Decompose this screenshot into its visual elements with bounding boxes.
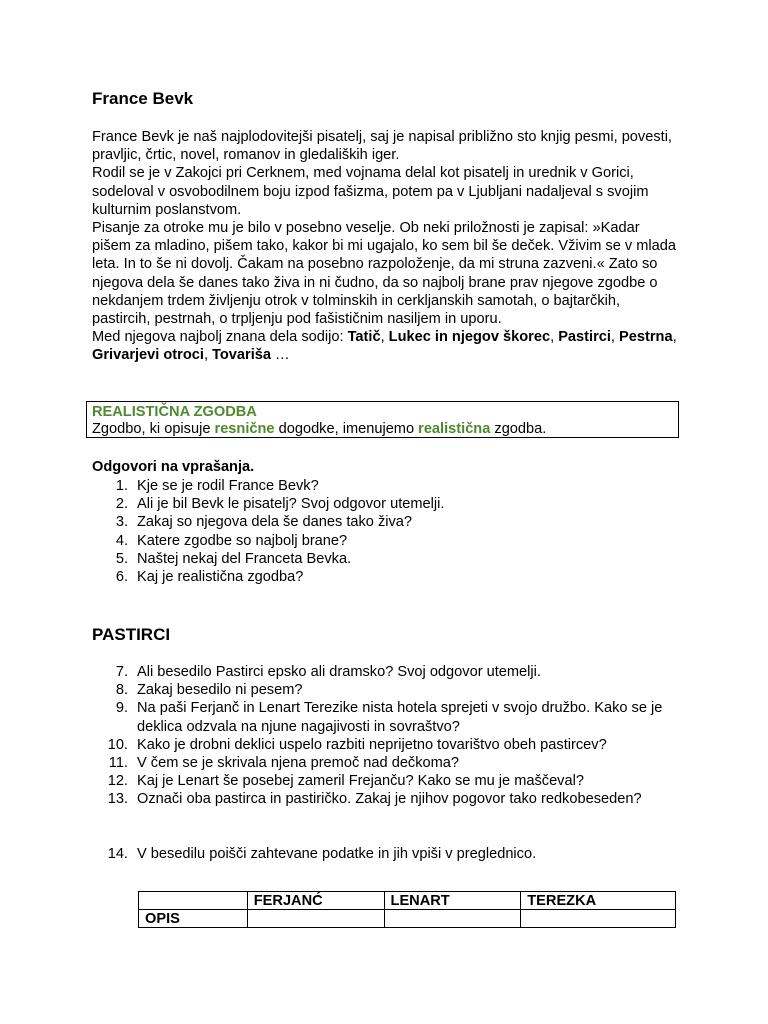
question-text: Ali besedilo Pastirci epsko ali dramsko? Svoj odgovor utemelji. — [137, 664, 541, 680]
definition-text — [92, 421, 673, 438]
table-cell-empty[interactable] — [384, 910, 521, 928]
section-title: PASTIRCI — [92, 625, 171, 644]
question-number: 1. — [115, 478, 128, 494]
question-item — [92, 495, 682, 513]
question-number: 9. — [115, 700, 128, 717]
intro-text — [92, 128, 682, 365]
question-item — [92, 663, 682, 681]
question-number: 4. — [115, 532, 128, 549]
question-text: Kje se je rodil France Bevk? — [137, 478, 319, 494]
work-title: Tovariša — [212, 347, 271, 364]
questions-heading: Odgovori na vprašanja. — [92, 459, 255, 475]
question-item — [92, 477, 682, 495]
paragraph-1: France Bevk je naš najplodovitejši pisatelj, saj je napisal približno sto knjig pesmi, povesti, pravljic, črtic, novel, romanov in gledaliških iger. — [92, 129, 672, 164]
question-text: Naštej nekaj del Franceta Bevka. — [137, 550, 352, 567]
question-text: Kaj je realistična zgodba? — [137, 569, 304, 586]
question-number: 11. — [108, 755, 128, 772]
table-header-cell: FERJANĆ — [247, 892, 384, 910]
question-item — [92, 790, 682, 808]
paragraph-2: Rodil se je v Zakojci pri Cerknem, med vojnama delal kot pisatelj in urednik v Gorici, sodeloval v osvobodilnem boju izpod fašizma, potem pa v Ljubljani nadaljeval s svojim kulturnim poslanstvom. — [92, 165, 649, 218]
question-text: Označi oba pastirca in pastiričko. Zakaj je njihov pogovor tako redkobeseden? — [137, 791, 642, 808]
question-text: Zakaj besedilo ni pesem? — [137, 682, 303, 699]
highlight-word: resnične — [214, 420, 275, 437]
work-title: Lukec in njegov škorec — [388, 329, 551, 346]
work-title: Pastirci — [558, 329, 611, 346]
question-text: V čem se je skrivala njena premoč nad dečkoma? — [137, 755, 460, 772]
questions-list-c — [92, 845, 682, 863]
question-item — [92, 736, 682, 754]
paragraph-4: Med njegova najbolj znana dela sodijo: Tatič, Lukec in njegov škorec, Pastirci, Pestrna, Grivarjevi otroci, Tovariša … — [92, 329, 677, 364]
question-text: Kaj je Lenart še posebej zameril Frejanču? Kako se mu je maščeval? — [137, 773, 584, 790]
definition-box — [86, 401, 679, 438]
question-number: 2. — [115, 496, 128, 513]
table-header-cell: LENART — [384, 892, 521, 910]
table-header-row — [139, 892, 676, 910]
question-number: 8. — [115, 682, 128, 699]
question-text: Na paši Ferjanč in Lenart Terezike nista hotela sprejeti v svojo družbo. Kako se je deklica odzvala na njune nagajivosti in sovraštvo? — [137, 700, 663, 735]
table-cell-empty[interactable] — [521, 910, 676, 928]
questions-list-b — [92, 663, 682, 809]
question-number: 6. — [115, 569, 128, 586]
question-number: 3. — [115, 514, 128, 531]
question-number: 14. — [107, 846, 128, 862]
question-text: Zakaj so njegova dela še danes tako živa? — [137, 514, 413, 531]
table-row-label: OPIS — [139, 910, 248, 928]
definition-title: REALISTIČNA ZGODBA — [92, 404, 257, 420]
table-row — [139, 910, 676, 928]
question-item — [92, 568, 682, 586]
definition-part: Zgodbo, ki opisuje — [92, 420, 215, 437]
work-title: Pestrna — [619, 329, 673, 346]
question-item — [92, 513, 682, 531]
question-number: 5. — [115, 550, 128, 567]
table-header-cell: TEREZKA — [521, 892, 676, 910]
question-item — [92, 754, 682, 772]
character-table — [138, 891, 676, 928]
table-cell-empty[interactable] — [247, 910, 384, 928]
question-number: 12. — [107, 773, 128, 790]
question-text: Katere zgodbe so najbolj brane? — [137, 532, 348, 549]
question-text: Kako je drobni deklici uspelo razbiti neprijetno tovarištvo obeh pastircev? — [137, 736, 607, 753]
question-number: 7. — [115, 664, 128, 680]
question-item — [92, 845, 682, 863]
question-item — [92, 532, 682, 550]
question-number: 13. — [107, 791, 128, 808]
definition-part: zgodba. — [490, 420, 547, 437]
question-number: 10. — [107, 736, 128, 753]
works-ellipsis: … — [271, 347, 290, 364]
question-text: Ali je bil Bevk le pisatelj? Svoj odgovor utemelji. — [137, 496, 445, 513]
work-title: Grivarjevi otroci — [92, 347, 204, 364]
work-title: Tatič — [347, 329, 381, 346]
questions-list-a — [92, 477, 682, 586]
works-intro: Med njegova najbolj znana dela sodijo: — [92, 329, 348, 346]
page-title: France Bevk — [92, 89, 194, 108]
paragraph-3: Pisanje za otroke mu je bilo v posebno veselje. Ob neki priložnosti je zapisal: »Kadar pišem za mladino, pišem tako, kakor bi mi ugajalo, ko sem bil še deček. Vživim se v mlada leta. In to še ni dovolj. Čakam na posebno razpoloženje, da mi struna zazveni.« Zato so njegova dela še danes tako živa in ni čudno, da so najbolj brane prav njegove zgodbe o nekdanjem trdem življenju otrok v tolminskih in cerkljanskih samotah, o bajtarčkih, pastircih, pestrnah, o trpljenju pod fašističnim nasiljem in uporu. — [92, 220, 676, 328]
question-item — [92, 550, 682, 568]
highlight-word: realistična — [418, 420, 491, 437]
question-item — [92, 772, 682, 790]
definition-part: dogodke, imenujemo — [274, 420, 419, 437]
question-item — [92, 699, 682, 735]
question-item — [92, 681, 682, 699]
table-header-cell — [139, 892, 248, 910]
question-text: V besedilu poišči zahtevane podatke in jih vpiši v preglednico. — [137, 846, 537, 862]
